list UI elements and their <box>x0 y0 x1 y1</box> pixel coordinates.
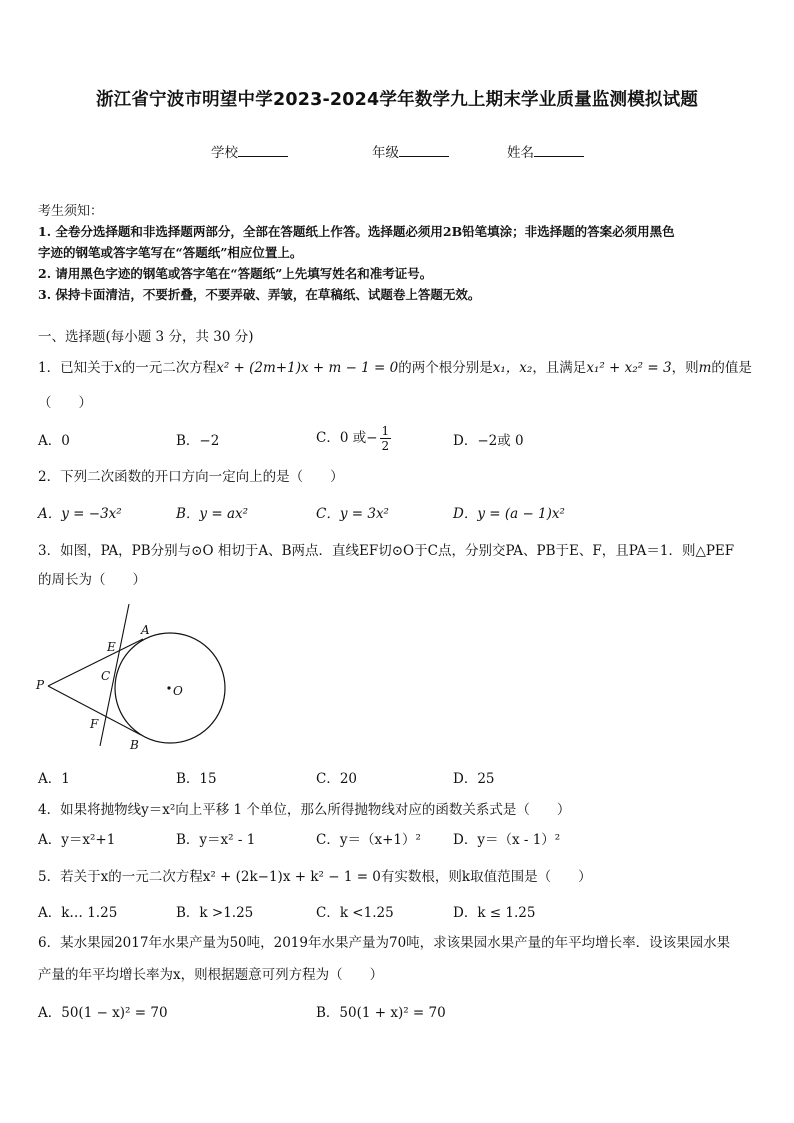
q1-paren: （ ） <box>38 395 92 411</box>
q2-option-b[interactable]: B．y = ax² <box>176 506 249 522</box>
q6-stem-line2: 产量的年平均增长率为x，则根据题意可列方程为（ ） <box>38 967 384 983</box>
name-label: 姓名 <box>507 145 534 161</box>
q5-stem: 5．若关于x的一元二次方程x² + (2k−1)x + k² − 1 = 0有实数根，则k取值范围是（ ） <box>38 869 592 885</box>
q1-text-a: 1．已知关于 <box>38 360 115 376</box>
notice-item-1a: 1. 全卷分选择题和非选择题两部分，全部在答题纸上作答。选择题必须用2B铅笔填涂；非选择题的答案必须用黑色 <box>38 224 675 239</box>
q3-option-c[interactable]: C．20 <box>316 771 358 787</box>
label-e: E <box>107 640 116 654</box>
section-heading: 一、选择题(每小题 3 分，共 30 分) <box>38 329 254 345</box>
grade-blank <box>399 144 449 157</box>
q5-option-b[interactable]: B．k >1.25 <box>176 905 254 921</box>
q3-option-a[interactable]: A．1 <box>38 771 70 787</box>
name-field <box>507 141 584 161</box>
q4-option-b[interactable]: B．y＝x² - 1 <box>176 832 256 848</box>
q3-stem-line1: 3．如图，PA，PB分别与⊙O 相切于A、B两点．直线EF切⊙O于C点，分别交PA、PB于E、F，且PA＝1．则△PEF <box>38 543 735 559</box>
q5-option-a[interactable]: A．k… 1.25 <box>38 905 118 921</box>
fraction-denominator: 2 <box>381 439 390 453</box>
tangent-pa <box>48 639 143 686</box>
q1-var-x: x <box>114 360 122 376</box>
q3-stem-line2: 的周长为（ ） <box>38 572 146 588</box>
q1-option-d[interactable]: D．−2或 0 <box>453 433 524 449</box>
q2-stem: 2．下列二次函数的开口方向一定向上的是（ ） <box>38 469 344 485</box>
q1-text-d: ，且满足 <box>532 360 587 376</box>
q4-option-c[interactable]: C．y＝（x+1）² <box>316 832 421 848</box>
q1-text-e: ，则 <box>671 360 699 376</box>
q1-text-c: 的两个根分别是 <box>398 360 493 376</box>
label-a: A <box>141 623 150 637</box>
q1-option-a[interactable]: A．0 <box>38 433 70 449</box>
notice-item-2: 2. 请用黑色字迹的钢笔或答字笔在“答题纸”上先填写姓名和准考证号。 <box>38 266 433 281</box>
q5-option-c[interactable]: C．k <1.25 <box>316 905 394 921</box>
q6-option-a[interactable]: A．50(1 − x)² = 70 <box>38 1005 168 1021</box>
q3-option-d[interactable]: D．25 <box>453 771 495 787</box>
label-p: P <box>36 678 45 692</box>
page-title: 浙江省宁波市明望中学2023-2024学年数学九上期末学业质量监测模拟试题 <box>95 90 699 110</box>
school-field <box>211 141 288 161</box>
center-dot <box>167 686 170 689</box>
q4-option-d[interactable]: D．y＝（x - 1）² <box>453 832 561 848</box>
school-blank <box>238 144 288 157</box>
q1-stem <box>38 359 752 377</box>
notice-item-1b: 字迹的钢笔或答字笔写在“答题纸”相应位置上。 <box>38 245 303 260</box>
q6-stem-line1: 6．某水果园2017年水果产量为50吨，2019年水果产量为70吨，求该果园水果产量的年平均增长率．设该果园水果 <box>38 935 731 951</box>
q1-option-c-text: C．0 或− <box>316 430 378 446</box>
q4-option-a[interactable]: A．y＝x²+1 <box>38 832 116 848</box>
q6-option-b[interactable]: B．50(1 + x)² = 70 <box>316 1005 446 1021</box>
q1-option-c-fraction <box>380 424 392 453</box>
q1-option-c[interactable] <box>316 424 393 453</box>
notice-heading: 考生须知： <box>38 204 104 219</box>
tangent-circle-figure <box>30 598 230 758</box>
notice-item-3: 3. 保持卡面清洁，不要折叠，不要弄破、弄皱，在草稿纸、试题卷上答题无效。 <box>38 287 481 302</box>
label-o: O <box>173 684 183 698</box>
label-c: C <box>101 669 111 683</box>
q1-option-b[interactable]: B．−2 <box>176 433 220 449</box>
q1-text-f: 的值是 <box>711 360 752 376</box>
name-blank <box>534 144 584 157</box>
grade-label: 年级 <box>372 145 399 161</box>
q2-option-c[interactable]: C．y = 3x² <box>316 506 389 522</box>
q2-option-a[interactable]: A．y = −3x² <box>38 506 122 522</box>
school-label: 学校 <box>211 145 238 161</box>
q1-text-b: 的一元二次方程 <box>121 360 217 376</box>
q1-var-m: m <box>698 360 712 376</box>
label-b: B <box>130 738 139 752</box>
q2-option-d[interactable]: D．y = (a − 1)x² <box>453 506 565 522</box>
q5-option-d[interactable]: D．k ≤ 1.25 <box>453 905 536 921</box>
label-f: F <box>90 717 99 731</box>
q1-equation: x² + (2m+1)x + m − 1 = 0 <box>216 360 399 376</box>
grade-field <box>372 141 449 161</box>
q1-roots: x₁，x₂ <box>492 360 533 376</box>
q4-stem: 4．如果将抛物线y＝x²向上平移 1 个单位，那么所得抛物线对应的函数关系式是（ ） <box>38 802 571 818</box>
q1-condition: x₁² + x₂² = 3 <box>586 360 672 376</box>
fraction-numerator: 1 <box>381 424 390 438</box>
q3-option-b[interactable]: B．15 <box>176 771 217 787</box>
